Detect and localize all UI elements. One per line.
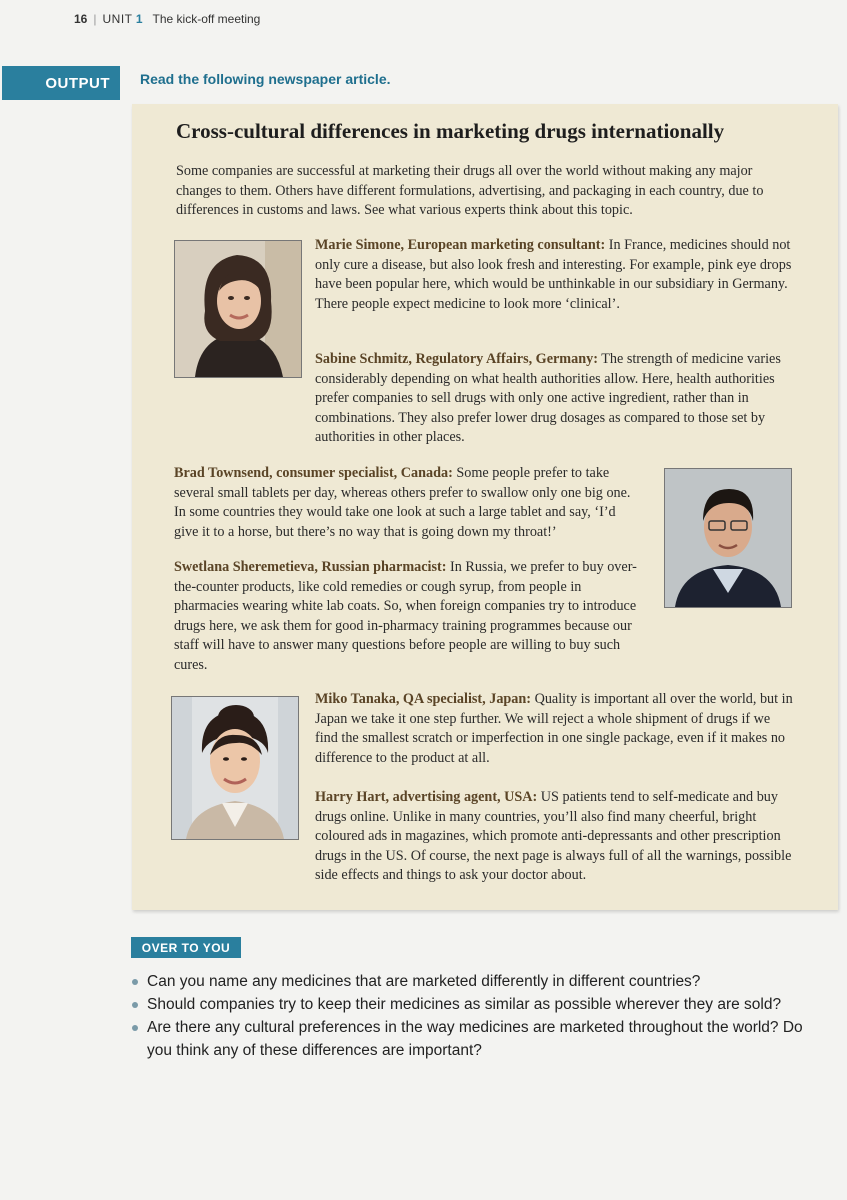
discussion-questions [130, 970, 830, 1062]
instruction-text: Read the following newspaper article. [140, 71, 391, 87]
expert-block [174, 558, 642, 675]
over-to-you-tag: OVER TO YOU [131, 937, 241, 958]
photo-marie-simone [174, 240, 302, 378]
expert-name: Sabine Schmitz, Regulatory Affairs, Germany: [315, 351, 598, 367]
question-item: Can you name any medicines that are marketed differently in different countries? [130, 970, 830, 993]
expert-name: Harry Hart, advertising agent, USA: [315, 789, 538, 805]
expert-name: Marie Simone, European marketing consultant: [315, 237, 606, 253]
expert-quote: Quality is important all over the world, but in Japan we take it one step further. We will reject a whole shipment of drugs if we find the smallest scratch or imperfection in one single package, even if it makes no difference to the product at all. [315, 691, 793, 766]
article-box [132, 104, 838, 910]
expert-name: Miko Tanaka, QA specialist, Japan: [315, 691, 532, 707]
expert-block [315, 350, 793, 448]
expert-quote: US patients tend to self-medicate and buy drugs online. Unlike in many countries, you’ll also find many cheerful, bright coloured ads in magazines, which promote anti-depressants and other prescription drugs in the US. Of course, the next page is always full of all the warnings, possible side effects and things to ask your doctor about. [315, 789, 792, 883]
output-tag: OUTPUT [2, 66, 120, 100]
expert-block [174, 464, 642, 542]
expert-quote: Some people prefer to take several small tablets per day, whereas others prefer to swallow only one big one. In some countries they would take one look at such a large tablet and say, ‘I’d give it to a horse, but there’s no way that is going down my throat!’ [174, 465, 631, 540]
expert-block [315, 236, 793, 314]
expert-block [315, 690, 793, 768]
expert-quote: In France, medicines should not only cure a disease, but also look fresh and interesting. For example, pink eye drops have been popular here, which would be unthinkable in our subsidiary in Germany. There people expect medicine to look more ‘clinical’. [315, 237, 792, 312]
expert-name: Swetlana Sheremetieva, Russian pharmacist: [174, 559, 447, 575]
page-header: 16 | UNIT 1 The kick-off meeting [74, 12, 261, 26]
page-number: 16 [74, 12, 88, 26]
expert-name: Brad Townsend, consumer specialist, Canada: [174, 465, 453, 481]
question-item: Should companies try to keep their medicines as similar as possible wherever they are sold? [130, 993, 830, 1016]
article-intro: Some companies are successful at marketing their drugs all over the world without making any major changes to them. Others have different formulations, advertising, and packaging in each country, due to differences in customs and laws. See what various experts think about this topic. [176, 163, 764, 218]
question-item: Are there any cultural preferences in the way medicines are marketed throughout the world? Do you think any of these differences are important? [130, 1016, 830, 1062]
unit-label: UNIT [102, 12, 133, 26]
section-title: The kick-off meeting [152, 12, 261, 26]
photo-brad-townsend [664, 468, 792, 608]
expert-block [315, 788, 793, 886]
expert-quote: The strength of medicine varies considerably depending on what health authorities allow. Here, health authorities prefer companies to sell drugs with only one active ingredient, rather than in combinations. They also prefer lower drug dosages as compared to those set by authorities in other places. [315, 351, 781, 445]
photo-miko-tanaka [171, 696, 299, 840]
article-title: Cross-cultural differences in marketing drugs internationally [176, 119, 725, 143]
expert-quote: In Russia, we prefer to buy over-the-counter products, like cold remedies or cough syrup, from people in pharmacies wearing white lab coats. So, when foreign companies try to introduce drugs here, we ask them for good in-pharmacy training programmes because our staff will have to answer many questions before people are willing to buy such cures. [174, 559, 637, 673]
unit-number: 1 [135, 12, 143, 26]
